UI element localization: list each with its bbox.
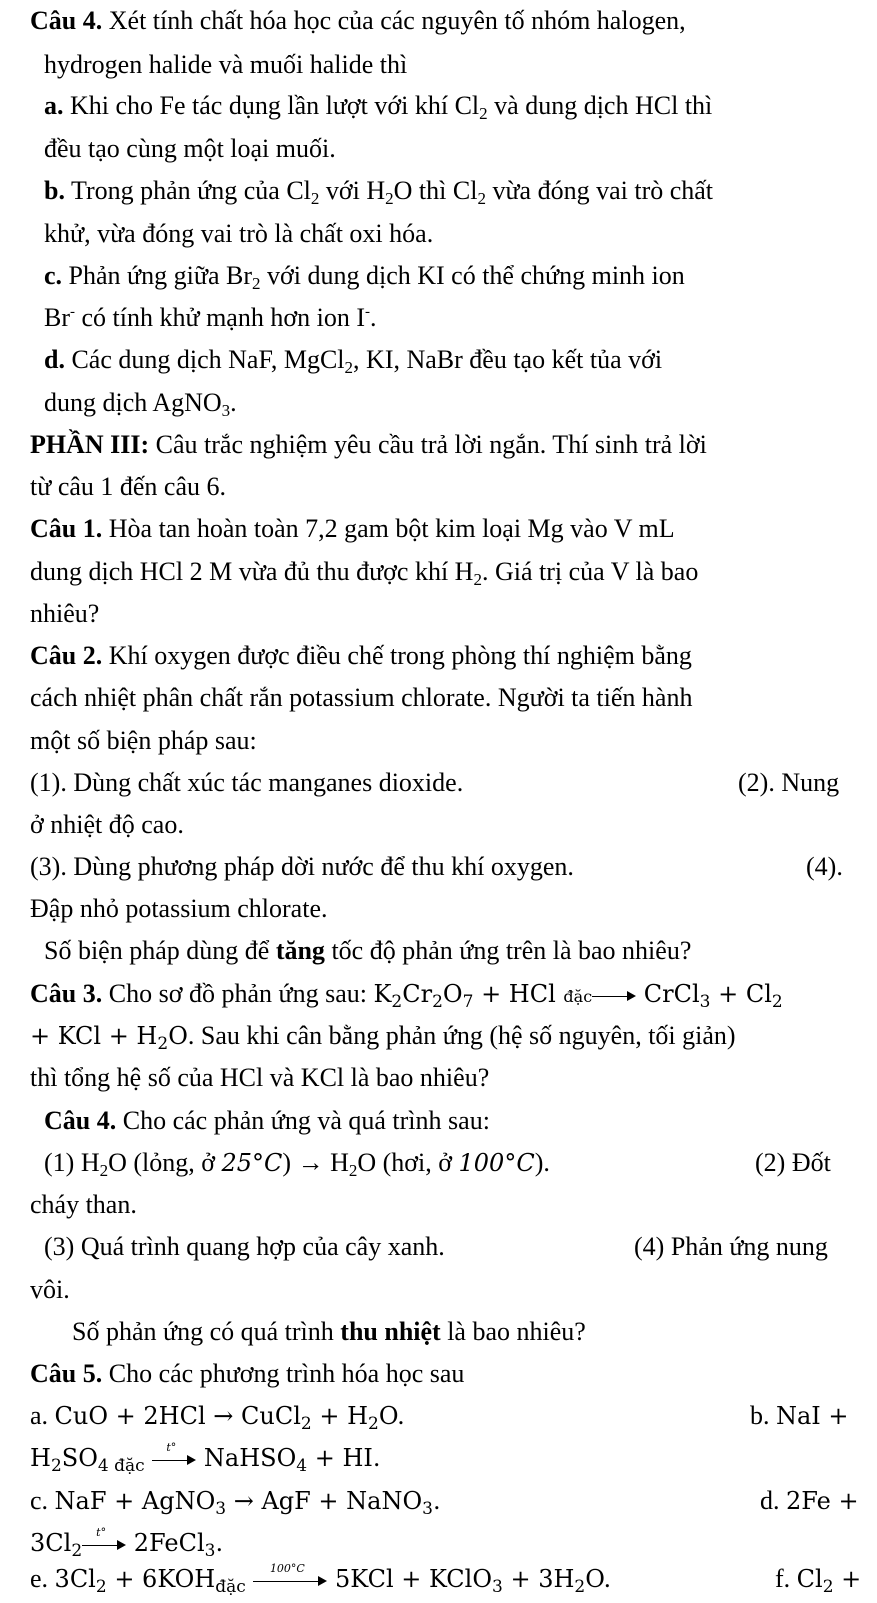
- c3-title: Câu 3.: [30, 979, 103, 1008]
- q4-c-label: c.: [44, 261, 63, 290]
- q4-a-line-1: a. Khi cho Fe tác dụng lần lượt với khí $Cl_2$ và dung dịch HCl thì: [44, 91, 713, 123]
- c5-line-1: [30, 1359, 464, 1389]
- q4-d-line-2: dung dịch AgNO$_3$.: [44, 388, 237, 420]
- c4-question: [72, 1317, 586, 1347]
- q4-a-line-2: đều tạo cùng một loại muối.: [44, 134, 336, 163]
- c3-line-2: + KCl + $H_2O$. Sau khi cân bằng phản ứng (hệ số nguyên, tối giản): [30, 1021, 736, 1054]
- c5-eq-f-start: f. $Cl_2$ +: [775, 1564, 862, 1597]
- c2-line-1: [30, 641, 692, 671]
- c1-line-1: [30, 514, 675, 544]
- c2-method-3: (3). Dùng phương pháp dời nước để thu khí oxygen.: [30, 852, 574, 881]
- c1-line-3: nhiêu?: [30, 599, 100, 628]
- c4-question-bold: thu nhiệt: [340, 1317, 441, 1346]
- c4-process-2-cont: cháy than.: [30, 1190, 137, 1219]
- c4-process-3: (3) Quá trình quang hợp của cây xanh.: [44, 1232, 445, 1261]
- c2-method-4: (4).: [806, 852, 843, 881]
- c5-f-label: f.: [775, 1564, 791, 1593]
- c4-question-post: là bao nhiêu?: [440, 1317, 586, 1346]
- q4-title: Câu 4.: [30, 6, 103, 35]
- c5-title: Câu 5.: [30, 1359, 103, 1388]
- c2-method-4-cont: Đập nhỏ potassium chlorate.: [30, 894, 328, 923]
- c5-e-label: e.: [30, 1564, 49, 1593]
- c2-text-1: Khí oxygen được điều chế trong phòng thí nghiệm bằng: [102, 641, 692, 670]
- c4-title: Câu 4.: [44, 1106, 117, 1135]
- c4-process-4: (4) Phản ứng nung: [634, 1232, 828, 1261]
- c5-d-label: d.: [760, 1486, 780, 1515]
- q4-d-label: d.: [44, 345, 65, 374]
- c4-line-1: [44, 1106, 490, 1136]
- c5-eq-d-cont: $3Cl_2$ t° 2FeCl$_3$.: [30, 1525, 224, 1561]
- part3-line-1: [30, 430, 707, 460]
- c4-question-pre: Số phản ứng có quá trình: [72, 1317, 341, 1346]
- q4-b-line-1: b. Trong phản ứng của $Cl_2$ với $H_2O$ thì $Cl_2$ vừa đóng vai trò chất: [44, 176, 714, 208]
- q4-c-line-2: Br- có tính khử mạnh hơn ion I-.: [44, 303, 377, 332]
- c5-intro: Cho các phương trình hóa học sau: [102, 1359, 465, 1388]
- c5-eq-e: e. $3Cl_2 + 6KOH_{đặc}$ 100°C 5KCl + KClO$_3$ + $3H_2O$.: [30, 1561, 612, 1597]
- c1-title: Câu 1.: [30, 514, 103, 543]
- c5-eq-a: a. CuO + 2HCl → CuCl$_2$ + $H_2O$.: [30, 1401, 405, 1434]
- q4-line-2: hydrogen halide và muối halide thì: [44, 50, 408, 79]
- c2-question-post: tốc độ phản ứng trên là bao nhiêu?: [324, 936, 692, 965]
- q4-d-line-1: d. Các dung dịch NaF, MgCl$_2$, KI, NaBr đều tạo kết tủa với: [44, 345, 663, 377]
- c5-eq-b-cont: $H_2SO_{4 đặc}$ t° NaHSO$_4$ + HI.: [30, 1440, 381, 1476]
- c4-process-2: (2) Đốt: [755, 1148, 831, 1177]
- q4-b-line-2: khử, vừa đóng vai trò là chất oxi hóa.: [44, 219, 434, 248]
- c3-line-1: Câu 3. Cho sơ đồ phản ứng sau: $K_2Cr_2O_7$ + HCl đặc CrCl$_3$ + $Cl_2$: [30, 979, 783, 1012]
- c2-line-3: một số biện pháp sau:: [30, 726, 257, 755]
- c5-a-label: a.: [30, 1401, 49, 1430]
- q4-line-1: [30, 6, 686, 36]
- c4-process-4-cont: vôi.: [30, 1275, 70, 1304]
- c2-method-2: (2). Nung: [738, 768, 840, 797]
- part3-title: PHẦN III:: [30, 430, 150, 459]
- c5-b-label: b.: [750, 1401, 770, 1430]
- c1-text-1: Hòa tan hoàn toàn 7,2 gam bột kim loại Mg vào V mL: [102, 514, 675, 543]
- c4-intro: Cho các phản ứng và quá trình sau:: [116, 1106, 490, 1135]
- q4-c-line-1: c. Phản ứng giữa $Br_2$ với dung dịch KI có thể chứng minh ion: [44, 261, 685, 293]
- c2-line-2: cách nhiệt phân chất rắn potassium chlorate. Người ta tiến hành: [30, 683, 693, 712]
- c5-eq-d-start: d. 2Fe +: [760, 1486, 859, 1515]
- c2-title: Câu 2.: [30, 641, 103, 670]
- c2-method-2-cont: ở nhiệt độ cao.: [30, 810, 184, 839]
- c5-eq-b-start: b. NaI +: [750, 1401, 849, 1430]
- c5-c-label: c.: [30, 1486, 49, 1515]
- q4-intro-1: Xét tính chất hóa học của các nguyên tố nhóm halogen,: [102, 6, 686, 35]
- c1-line-2: dung dịch HCl 2 M vừa đủ thu được khí $H_2$. Giá trị của V là bao: [30, 557, 699, 589]
- part3-line-2: từ câu 1 đến câu 6.: [30, 472, 227, 501]
- q4-b-label: b.: [44, 176, 65, 205]
- q4-a-label: a.: [44, 91, 64, 120]
- c3-line-3: thì tổng hệ số của HCl và KCl là bao nhiêu?: [30, 1063, 490, 1092]
- c2-question: [44, 936, 691, 966]
- c2-question-bold: tăng: [275, 936, 325, 965]
- c5-eq-c: c. NaF + AgNO$_3$ → AgF + NaNO$_3$.: [30, 1486, 441, 1519]
- c2-question-pre: Số biện pháp dùng để: [44, 936, 276, 965]
- c4-process-1: (1) $H_2O$ (lỏng, ở $25^\circ C) \to H_2O$ (hơi, ở 100°C).: [44, 1148, 550, 1180]
- part3-text-1: Câu trắc nghiệm yêu cầu trả lời ngắn. Thí sinh trả lời: [149, 430, 707, 459]
- c2-method-1: (1). Dùng chất xúc tác manganes dioxide.: [30, 768, 464, 797]
